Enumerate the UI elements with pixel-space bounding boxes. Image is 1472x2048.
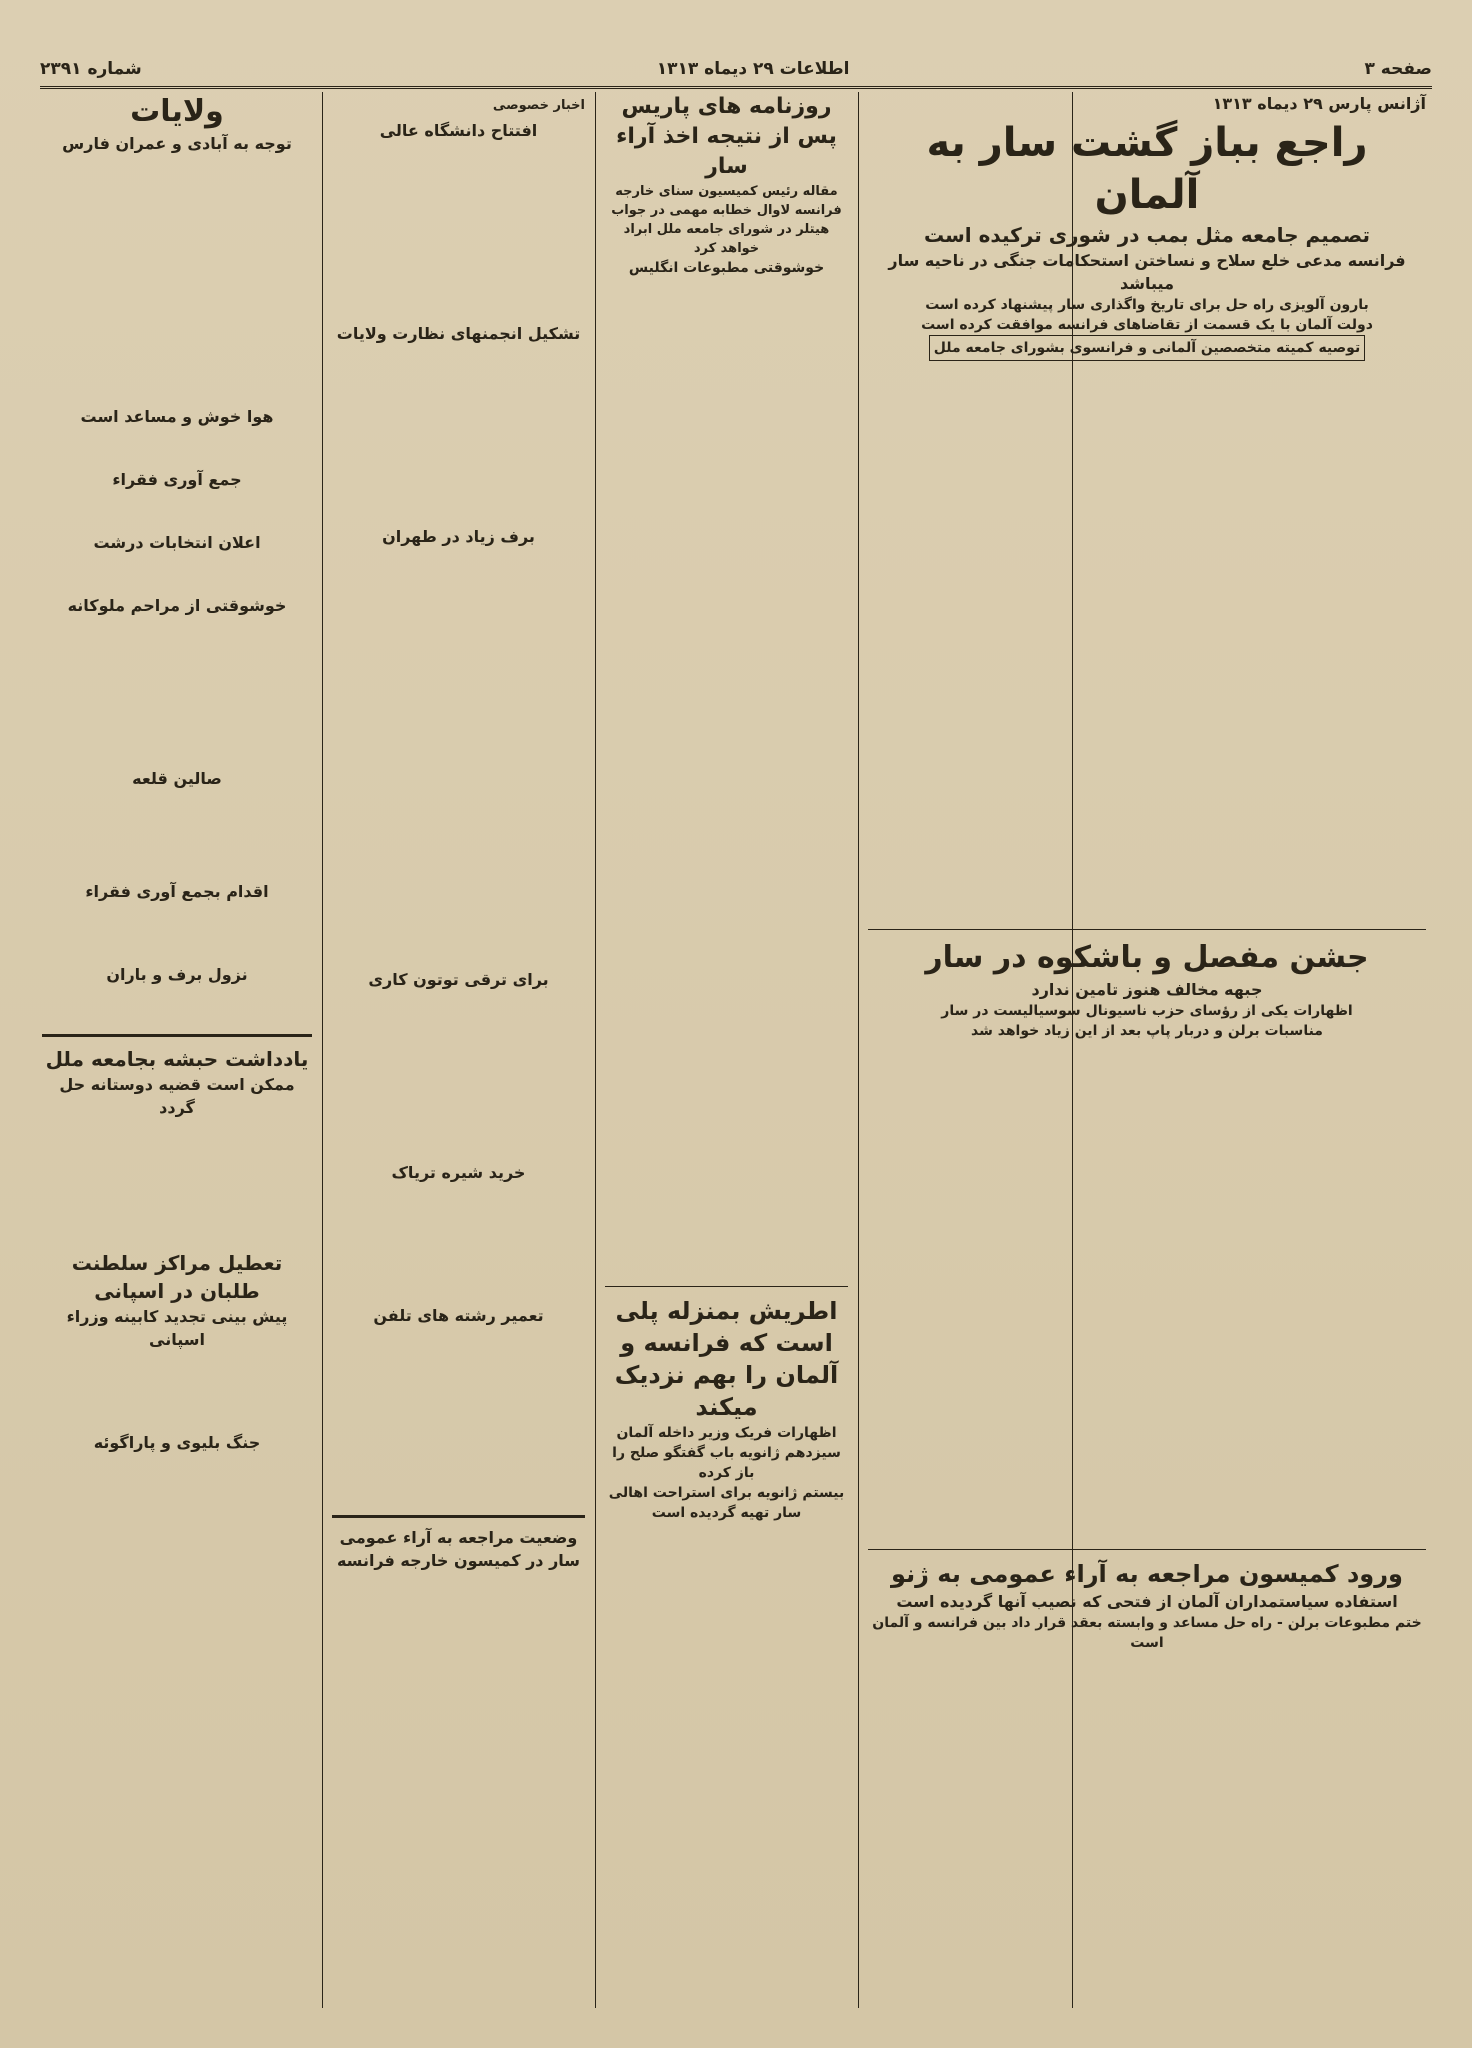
- subheadline: بیستم ژانویه برای استراحت اهالی سار تهیه گردیده است: [608, 1485, 845, 1521]
- dateline: آژانس پارس ۲۹ دیماه ۱۳۱۳: [1212, 94, 1426, 113]
- column-main-right: [862, 92, 1432, 2008]
- headline: جمع آوری فقراء: [112, 470, 242, 489]
- column-domestic-news: [326, 92, 591, 2008]
- subheadline: اظهارات یکی از رؤسای حزب ناسیونال سوسیالیست در سار: [941, 1003, 1353, 1019]
- article-body: [868, 361, 1426, 921]
- headline: اعلان انتخابات درشت: [93, 533, 261, 552]
- headline: خرید شیره تریاک: [391, 1163, 526, 1182]
- headline: ورود کمیسون مراجعه به آراء عمومی به ژنو: [891, 1560, 1403, 1588]
- article-body: [868, 1041, 1426, 1541]
- subheadline: اظهارات فریک وزیر داخله آلمان: [616, 1425, 837, 1441]
- subheadline: پیش بینی تجدید کابینه وزراء اسپانی: [66, 1307, 288, 1349]
- headline: روزنامه های پاریس پس از نتیجه اخذ آراء سار: [616, 94, 837, 179]
- headline: تعمیر رشته های تلفن: [373, 1306, 544, 1325]
- headline: یادداشت حبشه بجامعه ملل: [45, 1047, 309, 1071]
- section-kicker: اخبار خصوصی: [492, 98, 585, 113]
- page-number: صفحه ۳: [1364, 59, 1432, 79]
- section-headline: ولایات: [130, 94, 224, 129]
- headline: جشن مفصل و باشکوه در سار: [925, 940, 1369, 975]
- issue-number: شماره ۲۳۹۱: [40, 59, 142, 79]
- subheadline: مقاله رئیس کمیسیون سنای خارجه فرانسه لاوال خطابه مهمی در جواب هیتلر در شورای جامعه ملل ابراد خواهد کرد: [611, 184, 842, 256]
- subheadline: فرانسه مدعی خلع سلاح و نساختن استحکامات جنگی در ناحیه سار میباشد: [888, 251, 1406, 293]
- headline: افتتاح دانشگاه عالی: [379, 121, 538, 140]
- headline: هوا خوش و مساعد است: [80, 407, 274, 426]
- subheadline: استفاده سیاستمداران آلمان از فتحی که نصیب آنها گردیده است: [896, 1592, 1398, 1611]
- headline: نزول برف و باران: [106, 965, 248, 984]
- headline: برف زیاد در طهران: [382, 527, 535, 546]
- column-provinces: [36, 92, 318, 2008]
- headline: برای ترقی توتون کاری: [368, 970, 549, 989]
- lead-headline: راجع بباز گشت سار به آلمان: [926, 120, 1368, 218]
- masthead: [40, 52, 1432, 89]
- column-rule: [322, 92, 323, 2008]
- column-paris-press: [599, 92, 854, 2008]
- subheadline-boxed: توصیه کمیته متخصصین آلمانی و فرانسوی بشورای جامعه ملل: [929, 335, 1365, 361]
- column-rule: [595, 92, 596, 2008]
- headline: اطریش بمنزله پلی است که فرانسه و آلمان را بهم نزدیک میکند: [614, 1297, 839, 1421]
- column-rule: [858, 92, 859, 2008]
- subheadline: مناسبات برلن و دربار پاپ بعد از این زیاد خواهد شد: [971, 1023, 1323, 1039]
- subheadline: دولت آلمان با یک قسمت از تقاضاهای فرانسه موافقت کرده است: [921, 317, 1373, 333]
- subheadline: بارون آلویزی راه حل برای تاریخ واگذاری سار پیشنهاد کرده است: [925, 297, 1369, 313]
- headline: تشکیل انجمنهای نظارت ولایات: [336, 324, 581, 343]
- headline: اقدام بجمع آوری فقراء: [85, 882, 269, 901]
- subheadline: ختم مطبوعات برلن - راه حل مساعد و وابسته بعقد قرار داد بین فرانسه و آلمان است: [872, 1615, 1422, 1651]
- headline: تعطیل مراکز سلطنت طلبان در اسپانی: [71, 1251, 283, 1303]
- headline: خوشوقتی از مراحم ملوکانه: [67, 596, 287, 615]
- subheadline: خوشوقتی مطبوعات انگلیس: [628, 260, 825, 276]
- headline: توجه به آبادی و عمران فارس: [62, 134, 292, 153]
- subheadline: تصمیم جامعه مثل بمب در شوری ترکیده است: [923, 223, 1371, 247]
- subheadline: ممکن است قضیه دوستانه حل گردد: [59, 1075, 295, 1117]
- article-body: [605, 278, 848, 1278]
- headline: وضعیت مراجعه به آراء عمومی سار در کمیسون خارجه فرانسه: [336, 1528, 581, 1570]
- subheadline: سیزدهم ژانویه باب گفتگو صلح را باز کرده: [612, 1445, 841, 1481]
- headline: جنگ بلیوی و پاراگوئه: [93, 1433, 261, 1452]
- issue-date: اطلاعات ۲۹ دیماه ۱۳۱۳: [656, 59, 850, 79]
- headline: صالین قلعه: [132, 769, 222, 788]
- subheadline: جبهه مخالف هنوز تامین ندارد: [1031, 980, 1263, 999]
